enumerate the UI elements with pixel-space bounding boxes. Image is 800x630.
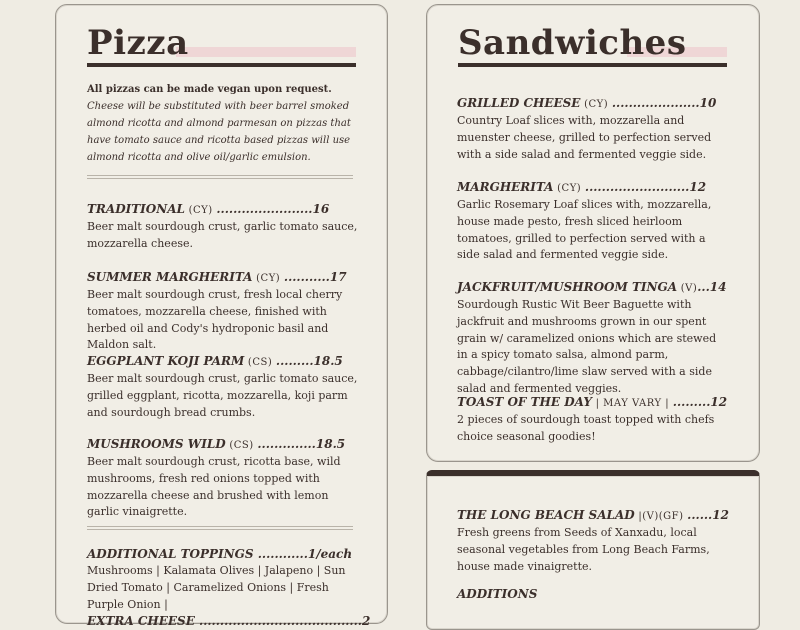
item-description: Beer malt sourdough crust, ricotta base, wild mushrooms, fresh red onions topped with mozzarella cheese and brushed with lemon garlic vinaigrette.	[87, 455, 341, 519]
item-name: THE LONG BEACH SALAD	[457, 508, 635, 522]
item-price: 17	[329, 270, 347, 284]
menu-item-toast-of-the-day	[457, 394, 729, 446]
salads-menu-panel	[426, 470, 760, 630]
price-leader: .....................	[611, 96, 700, 110]
menu-item-heading	[87, 269, 359, 287]
price-leader: .........................	[584, 180, 690, 194]
item-price: 10	[699, 96, 717, 110]
price-leader: ......	[687, 508, 713, 522]
diet-tag: (CY)	[553, 183, 585, 194]
item-description: Garlic Rosemary Loaf slices with, mozzarella, house made pesto, fresh sliced heirloom tomatoes, grilled to perfection served with a side salad and fermented veggie side.	[457, 198, 712, 262]
pizza-menu-panel	[55, 4, 388, 629]
pizza-title-underline	[87, 63, 356, 67]
additions-heading: ADDITIONS	[457, 587, 538, 601]
menu-item-heading	[457, 279, 729, 297]
menu-item-margherita-sandwich	[457, 179, 729, 264]
pizza-divider-bottom	[87, 526, 353, 530]
item-description: 2 pieces of sourdough toast topped with chefs choice seasonal goodies!	[457, 413, 715, 443]
item-name: TOAST OF THE DAY	[457, 395, 592, 409]
price-leader: .......................................	[194, 614, 362, 629]
menu-item-heading	[457, 95, 729, 113]
diet-tag: (CY)	[580, 99, 612, 110]
price-leader: ............	[253, 547, 308, 561]
vegan-note-details: Cheese will be substituted with beer barrel smoked almond ricotta and almond parmesan on pizzas that have tomato sauce and ricotta based pizzas will use almond ricotta and olive oil/garlic emulsion.	[87, 101, 351, 163]
sandwiches-section-title: Sandwiches	[458, 23, 687, 63]
item-price: 18.5	[313, 354, 343, 368]
diet-tag: | MAY VARY |	[591, 398, 673, 409]
item-description: Beer malt sourdough crust, garlic tomato sauce, grilled eggplant, ricotta, mozzarella, koji parm and sourdough bread crumbs.	[87, 372, 358, 419]
diet-tag: |(V)(GF)	[634, 511, 688, 522]
menu-item-mushrooms-wild	[87, 436, 359, 521]
vegan-note-lead: All pizzas can be made vegan upon request.	[87, 84, 332, 95]
price-leader: ..............	[257, 437, 316, 451]
item-price: 16	[312, 202, 330, 216]
diet-tag: (CS)	[225, 440, 258, 451]
sandwiches-menu-panel	[426, 4, 760, 462]
item-name: SUMMER MARGHERITA	[87, 270, 253, 284]
menu-item-jackfruit-mushroom-tinga	[457, 279, 729, 398]
item-description: Beer malt sourdough crust, fresh local cherry tomatoes, mozzarella cheese, finished with herbed oil and Cody's hydroponic basil and Maldon salt.	[87, 288, 343, 352]
item-description: Beer malt sourdough crust, garlic tomato sauce, mozzarella cheese.	[87, 220, 358, 250]
pizza-title-highlight	[176, 47, 356, 57]
item-name: EGGPLANT KOJI PARM	[87, 354, 245, 368]
menu-item-grilled-cheese	[457, 95, 729, 163]
diet-tag: (CY)	[252, 273, 284, 284]
item-price: 14	[709, 280, 727, 294]
price-leader: .........	[275, 354, 314, 368]
menu-item-heading	[87, 436, 359, 454]
item-name: JACKFRUIT/MUSHROOM TINGA	[457, 280, 678, 294]
item-description: Mushrooms | Kalamata Olives | Jalapeno | Sun Dried Tomato | Caramelized Onions | Fresh Purple Onion |	[87, 564, 346, 611]
menu-item-heading	[87, 201, 359, 219]
item-price: 18.5	[315, 437, 346, 451]
menu-item-heading	[457, 179, 729, 197]
item-description: Country Loaf slices with, mozzarella and muenster cheese, grilled to perfection served with a side salad and fermented veggie side.	[457, 114, 712, 161]
menu-item-summer-margherita	[87, 269, 359, 354]
menu-item-extra-cheese	[87, 613, 371, 630]
item-name: ADDITIONAL TOPPINGS	[87, 547, 254, 561]
menu-item-long-beach-salad	[457, 507, 729, 575]
menu-item-heading	[457, 507, 729, 525]
menu-item-additional-toppings	[87, 546, 371, 630]
item-price: 12	[689, 180, 707, 194]
menu-item-eggplant-koji-parm	[87, 353, 359, 421]
menu-item-traditional	[87, 201, 359, 253]
item-name: TRADITIONAL	[87, 202, 185, 216]
item-price: 1/each	[307, 547, 353, 561]
price-leader: ...........	[283, 270, 330, 284]
item-name: GRILLED CHEESE	[457, 96, 581, 110]
menu-item-heading	[87, 546, 359, 563]
price-leader: .......................	[216, 202, 313, 216]
item-description: Fresh greens from Seeds of Xanxadu, local seasonal vegetables from Long Beach Farms, house made vinaigrette.	[457, 526, 710, 573]
price-leader: .........	[672, 395, 711, 409]
pizza-section-title: Pizza	[87, 23, 189, 63]
item-price: 12	[710, 395, 728, 409]
price-leader: ...	[697, 280, 710, 294]
pizza-divider-top	[87, 175, 353, 179]
sandwiches-title-underline	[458, 63, 727, 67]
item-price: 2	[361, 614, 371, 629]
pizza-vegan-note	[87, 81, 359, 166]
diet-tag: (CS)	[244, 357, 276, 368]
item-name: MARGHERITA	[457, 180, 554, 194]
item-description: Sourdough Rustic Wit Beer Baguette with jackfruit and mushrooms grown in our spent grain w/ caramelized onions which are stewed in a spicy tomato salsa, almond parm, cabbage/cilantro/lime slaw served with a side salad and fermented veggies.	[457, 298, 717, 395]
diet-tag: (CY)	[184, 205, 217, 216]
diet-tag: (V)	[677, 283, 698, 294]
menu-item-heading	[457, 394, 729, 412]
item-name: EXTRA CHEESE	[87, 614, 195, 629]
item-name: MUSHROOMS WILD	[87, 437, 226, 451]
item-price: 12	[712, 508, 729, 522]
menu-item-heading	[87, 353, 359, 371]
